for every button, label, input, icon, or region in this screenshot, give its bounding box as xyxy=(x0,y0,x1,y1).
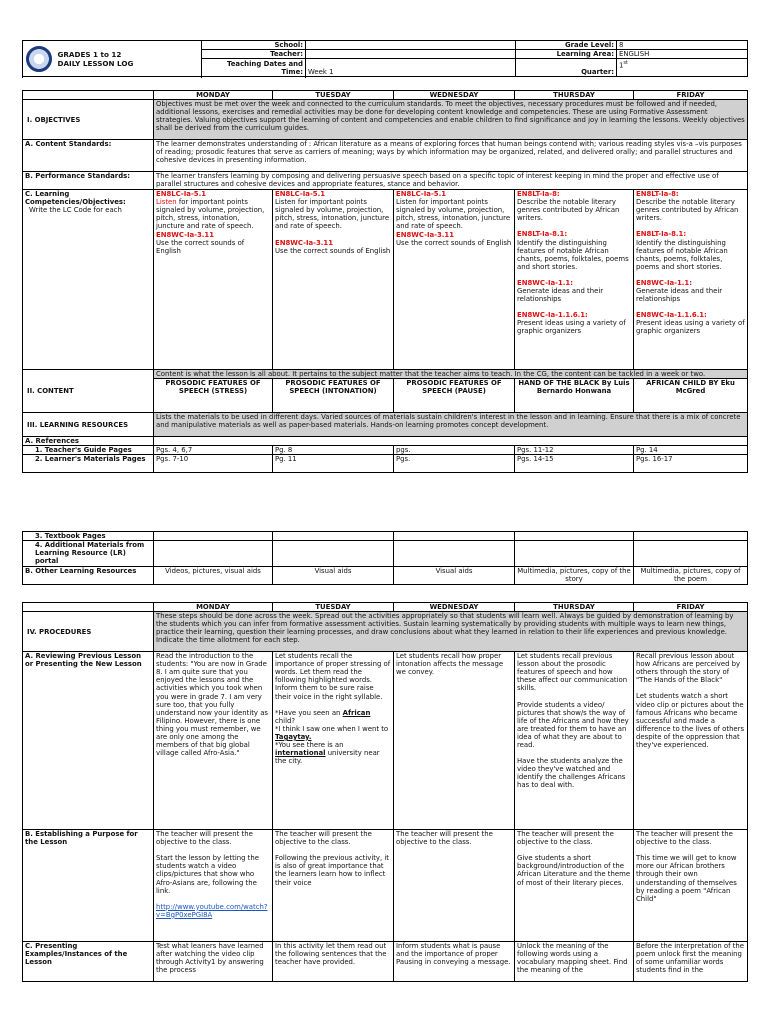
lm-label: 2. Learner's Materials Pages xyxy=(23,455,154,473)
other-tuesday: Visual aids xyxy=(273,567,394,585)
tue-s1-end: child? xyxy=(275,716,296,725)
objectives-desc: Objectives must be met over the week and connected to the curriculum standards. To meet the objectives, necessary procedures must be followed and if needed, additional lessons, exercises and remedial activities may be done for developing content knowledge and competencies. These are using Formative Assessment strategies. Valuing objectives support the learning of content and competencies and enable children to find significance and joy in learning the lessons. Weekly objectives shall be derived from the curriculum guides. xyxy=(154,100,748,140)
thu-code1: EN8LT-Ia-8: xyxy=(517,190,560,199)
objectives-label: I. OBJECTIVES xyxy=(23,100,154,140)
additional-row xyxy=(23,541,748,567)
additional-tuesday xyxy=(273,541,394,567)
competencies-sublabel: Write the LC Code for each xyxy=(29,206,122,215)
day-tuesday: TUESDAY xyxy=(273,91,394,100)
tg-label: 1. Teacher's Guide Pages xyxy=(23,446,154,455)
purpose-thursday xyxy=(515,830,634,942)
competencies-tuesday xyxy=(273,190,394,370)
competencies-label: C. Learning Competencies/Objectives: xyxy=(25,190,126,207)
tue-s3-end: university near the city. xyxy=(275,749,380,766)
mon-text1-listen: Listen xyxy=(156,198,177,207)
quarter-suffix: st xyxy=(623,60,628,67)
thu-review-2: Provide students a video/ pictures that show/s the way of life of the Africans and how they are treated for them to have an idea of what they are about to read. xyxy=(517,700,629,750)
proc-day-friday: FRIDAY xyxy=(634,603,748,612)
presenting-row xyxy=(23,942,748,982)
content-desc: Content is what the lesson is all about. It pertains to the subject matter that the teacher aims to teach. In the CG, the content can be tackled in a week or two. xyxy=(154,370,748,379)
content-friday: AFRICAN CHILD BY Eku McGred xyxy=(634,379,748,413)
mon-purpose-1: The teacher will present the objective to the class. xyxy=(156,830,253,847)
presenting-label: C. Presenting Examples/Instances of the Lesson xyxy=(23,942,154,982)
fri-code2: EN8LT-Ia-8.1: xyxy=(636,230,687,239)
mon-code1: EN8LC-Ia-5.1 xyxy=(156,190,207,199)
textbook-wednesday xyxy=(394,532,515,541)
tue-purpose-2: Following the previous activity, it is also of great importance that the learners learn how to inflect their voice xyxy=(275,854,390,887)
fri-purpose-1: The teacher will present the objective to the class. xyxy=(636,830,733,847)
competencies-row xyxy=(23,190,748,370)
other-wednesday: Visual aids xyxy=(394,567,515,585)
references-blank xyxy=(154,437,748,446)
wed-text2: Use the correct sounds of English xyxy=(396,238,512,247)
other-friday: Multimedia, pictures, copy of the poem xyxy=(634,567,748,585)
thu-text1: Describe the notable literary genres contributed by African writers. xyxy=(517,198,620,223)
textbook-thursday xyxy=(515,532,634,541)
content-standards-label: A. Content Standards: xyxy=(23,140,154,172)
lm-thursday: Pgs. 14-15 xyxy=(515,455,634,473)
competencies-label-cell xyxy=(23,190,154,370)
mon-purpose-2: Start the lesson by letting the students watch a video clips/pictures that show who Afro-Asians are, following the link. xyxy=(156,854,259,895)
teacher-value xyxy=(306,50,516,59)
references-label: A. References xyxy=(23,437,154,446)
competencies-thursday xyxy=(515,190,634,370)
thu-review-1: Let students recall previous lesson about the prosodic features of speech and how these affect our communication skills. xyxy=(517,652,628,693)
additional-monday xyxy=(154,541,273,567)
proc-blank-header-cell xyxy=(23,603,154,612)
performance-standards-row xyxy=(23,172,748,190)
lm-row xyxy=(23,455,748,473)
purpose-label: B. Establishing a Purpose for the Lesson xyxy=(23,830,154,942)
thu-code4: EN8WC-Ia-1.1.6.1: xyxy=(517,311,588,320)
title-line1: GRADES 1 to 12 xyxy=(57,49,122,59)
content-wednesday: PROSODIC FEATURES OF SPEECH (PAUSE) xyxy=(394,379,515,413)
lesson-table-top xyxy=(22,90,747,473)
textbook-tuesday xyxy=(273,532,394,541)
lm-tuesday: Pg. 11 xyxy=(273,455,394,473)
additional-wednesday xyxy=(394,541,515,567)
procedures-label: IV. PROCEDURES xyxy=(23,612,154,652)
quarter-label: Quarter: xyxy=(516,59,617,77)
reviewing-wednesday: Let students recall how proper intonation affects the message we convey. xyxy=(394,652,515,830)
proc-day-wednesday: WEDNESDAY xyxy=(394,603,515,612)
tue-s1-word: African xyxy=(342,708,371,717)
quarter-value xyxy=(617,59,748,77)
textbook-label: 3. Textbook Pages xyxy=(23,532,154,541)
dates-value: Week 1 xyxy=(306,59,516,77)
grade-value: 8 xyxy=(617,41,748,50)
tg-wednesday: pgs. xyxy=(394,446,515,455)
thu-review-3: Have the students analyze the video they've watched and identify the challenges Africans has to deal with. xyxy=(517,757,626,790)
days-header-row xyxy=(23,91,748,100)
purpose-friday xyxy=(634,830,748,942)
procedures-desc: These steps should be done across the week. Spread out the activities appropriately so that students will learn well. Always be guided by demonstration of learning by the students which you can infer from formative assessment activities. Sustain learning systematically by providing students with multiple ways to learn new things, practice their learning, question their learning processes, and draw conclusions about what they learned in relation to their life experiences and previous knowledge. Indicate the time allotment for each step. xyxy=(154,612,748,652)
performance-standards-text: The learner transfers learning by composing and delivering persuasive speech based on a specific topic of interest keeping in mind the proper and effective use of parallel structures and cohesive devices and appropriate features, stance and behavior. xyxy=(154,172,748,190)
references-row xyxy=(23,437,748,446)
mon-text2: Use the correct sounds of English xyxy=(156,238,245,255)
content-label: II. CONTENT xyxy=(23,370,154,413)
title-cell xyxy=(56,41,202,77)
mon-text1-rest: for important points signaled by volume, projection, pitch, stress, intonation, juncture and rate of speech. xyxy=(156,198,265,231)
wed-code2: EN8WC-Ia-3.11 xyxy=(396,230,455,239)
fri-purpose-2: This time we will get to know more our African brothers through their own understanding of themselves by reading a poem "African Child" xyxy=(636,854,737,903)
blank-header-cell xyxy=(23,91,154,100)
additional-label: 4. Additional Materials from Learning Resource (LR) portal xyxy=(23,541,154,567)
tg-row xyxy=(23,446,748,455)
school-value xyxy=(306,41,516,50)
tue-s3-word: international xyxy=(275,749,326,758)
other-thursday: Multimedia, pictures, copy of the story xyxy=(515,567,634,585)
objectives-table xyxy=(22,90,748,473)
tue-review-intro: Let students recall the importance of proper stressing of words. Let them read the following highlighted words. Inform them to be sure raise their voice in the right syllable. xyxy=(275,652,391,701)
lm-friday: Pgs. 16-17 xyxy=(634,455,748,473)
purpose-monday xyxy=(154,830,273,942)
dates-label: Teaching Dates and Time: xyxy=(202,59,306,77)
thu-text4: Present ideas using a variety of graphic organizers xyxy=(517,319,626,336)
tue-purpose-1: The teacher will present the objective to the class. xyxy=(275,830,372,847)
presenting-monday: Test what leaners have learned after watching the video clip through Activity1 by answering the process xyxy=(154,942,273,982)
content-standards-row xyxy=(23,140,748,172)
reviewing-tuesday xyxy=(273,652,394,830)
wed-code1: EN8LC-Ia-5.1 xyxy=(396,190,447,199)
title-line2: DAILY LESSON LOG xyxy=(57,58,134,68)
day-friday: FRIDAY xyxy=(634,91,748,100)
fri-code4: EN8WC-Ia-1.1.6.1: xyxy=(636,311,707,320)
purpose-row xyxy=(23,830,748,942)
tue-text2: Use the correct sounds of English xyxy=(275,246,391,255)
fri-review-2: Let students watch a short video clip or pictures about the famous Africans who became successful and made a difference to the lives of others despite of the oppression that they've experienced. xyxy=(636,692,745,750)
reviewing-row xyxy=(23,652,748,830)
mon-code2: EN8WC-Ia-3.11 xyxy=(156,230,215,239)
tg-tuesday: Pg. 8 xyxy=(273,446,394,455)
additional-friday xyxy=(634,541,748,567)
content-tuesday: PROSODIC FEATURES OF SPEECH (INTONATION) xyxy=(273,379,394,413)
objectives-row xyxy=(23,100,748,140)
tue-review-sentence2 xyxy=(275,725,391,741)
proc-day-monday: MONDAY xyxy=(154,603,273,612)
resources-label: III. LEARNING RESOURCES xyxy=(23,413,154,437)
presenting-friday: Before the interpretation of the poem unlock first the meaning of some unfamiliar words students find in the xyxy=(634,942,748,982)
reviewing-friday xyxy=(634,652,748,830)
purpose-wednesday: The teacher will present the objective to the class. xyxy=(394,830,515,942)
tue-code1: EN8LC-Ia-5.1 xyxy=(275,190,326,199)
tue-review-sentence1 xyxy=(275,709,391,725)
thu-text2: Identify the distinguishing features of notable African chants, poems, folktales, poems and short stories. xyxy=(517,238,629,271)
thu-code2: EN8LT-Ia-8.1: xyxy=(517,230,568,239)
fri-text1: Describe the notable literary genres contributed by African writers. xyxy=(636,198,739,223)
thu-code3: EN8WC-Ia-1.1: xyxy=(517,278,573,287)
tg-thursday: Pgs. 11-12 xyxy=(515,446,634,455)
reviewing-label: A. Reviewing Previous Lesson or Presenting the New Lesson xyxy=(23,652,154,830)
content-desc-row xyxy=(23,370,748,379)
tue-code2: EN8WC-Ia-3.11 xyxy=(275,238,334,247)
content-standards-text: The learner demonstrates understanding of : African literature as a means of exploring forces that human beings contend with; various reading styles vis-a –vis purposes of reading; prosodic features that serve as carriers of meaning; ways by which information may be organized, related, and delivered orally; and parallel structures and cohesive devices in presenting information. xyxy=(154,140,748,172)
tue-s3-start: *You see there is an xyxy=(275,741,344,750)
resources-row xyxy=(23,413,748,437)
mon-text1 xyxy=(156,198,270,230)
resources-table xyxy=(22,531,748,585)
proc-day-tuesday: TUESDAY xyxy=(273,603,394,612)
fri-review-1: Recall previous lesson about how Africans are perceived by others through the story of "The Hands of the Black" xyxy=(636,652,741,685)
lm-monday: Pgs. 7-10 xyxy=(154,455,273,473)
competencies-wednesday xyxy=(394,190,515,370)
proc-days-header-row xyxy=(23,603,748,612)
procedures-table xyxy=(22,602,748,982)
other-resources-row xyxy=(23,567,748,585)
day-thursday: THURSDAY xyxy=(515,91,634,100)
tue-review-sentence3 xyxy=(275,741,391,765)
content-thursday: HAND OF THE BLACK By Luis Bernardo Honwana xyxy=(515,379,634,413)
tue-s2-start: *I think I saw one when I went to xyxy=(275,724,389,733)
thu-purpose-2: Give students a short background/introduction of the African Literature and the theme of most of their literary pieces. xyxy=(517,854,631,887)
textbook-friday xyxy=(634,532,748,541)
lm-wednesday: Pgs. xyxy=(394,455,515,473)
day-wednesday: WEDNESDAY xyxy=(394,91,515,100)
thu-purpose-1: The teacher will present the objective to the class. xyxy=(517,830,614,847)
proc-day-thursday: THURSDAY xyxy=(515,603,634,612)
textbook-row xyxy=(23,532,748,541)
tg-monday: Pgs. 4, 6,7 xyxy=(154,446,273,455)
performance-standards-label: B. Performance Standards: xyxy=(23,172,154,190)
fri-code3: EN8WC-Ia-1.1: xyxy=(636,278,692,287)
youtube-link[interactable]: http://www.youtube.com/watch?v=BgP0xePGI8A xyxy=(156,902,268,919)
area-label: Learning Area: xyxy=(516,50,617,59)
resources-desc: Lists the materials to be used in different days. Varied sources of materials sustain children's interest in the lesson and in learning. Ensure that there is a mix of concrete and manipulative materials as well as paper-based materials. Hands-on learning promotes concept development. xyxy=(154,413,748,437)
thu-text3: Generate ideas and their relationships xyxy=(517,287,604,304)
grade-label: Grade Level: xyxy=(516,41,617,50)
other-monday: Videos, pictures, visual aids xyxy=(154,567,273,585)
fri-code1: EN8LT-Ia-8: xyxy=(636,190,679,199)
fri-text4: Present ideas using a variety of graphic organizers xyxy=(636,319,745,336)
header-table xyxy=(22,40,748,77)
tue-s2-word: Tagaytay. xyxy=(275,732,312,741)
additional-thursday xyxy=(515,541,634,567)
fri-text3: Generate ideas and their relationships xyxy=(636,287,723,304)
presenting-tuesday: In this activity let them read out the following sentences that the teacher have provided. xyxy=(273,942,394,982)
deped-seal-icon xyxy=(26,46,52,72)
purpose-tuesday xyxy=(273,830,394,942)
presenting-wednesday: Inform students what is pause and the importance of proper Pausing in conveying a message. xyxy=(394,942,515,982)
competencies-monday xyxy=(154,190,273,370)
fri-text2: Identify the distinguishing features of notable African chants, poems, folktales, poems and short stories. xyxy=(636,238,728,271)
procedures-row xyxy=(23,612,748,652)
header-block xyxy=(22,40,747,77)
day-monday: MONDAY xyxy=(154,91,273,100)
other-resources-label: B. Other Learning Resources xyxy=(23,567,154,585)
wed-text1: Listen for important points signaled by volume, projection, pitch, stress, intonation, juncture and rate of speech. xyxy=(396,198,511,231)
tue-text1: Listen for important points signaled by volume, projection, pitch, stress, intonation, juncture and rate of speech. xyxy=(275,198,390,231)
school-label: School: xyxy=(202,41,306,50)
tg-friday: Pg. 14 xyxy=(634,446,748,455)
quarter-number: 1 xyxy=(619,61,624,70)
competencies-friday xyxy=(634,190,748,370)
teacher-label: Teacher: xyxy=(202,50,306,59)
resources-continued xyxy=(22,531,747,585)
reviewing-thursday xyxy=(515,652,634,830)
presenting-thursday: Unlock the meaning of the following words using a vocabulary mapping sheet. Find the meaning of the xyxy=(515,942,634,982)
reviewing-monday: Read the introduction to the students: "You are now in Grade 8. I am quite sure that you enjoyed the lessons and the activities which you took when you were in grade 7. I am very sure too, that you fully understand now your identity as Filipino. However, there is one thing you must remember, we are only one among the members of that big global village called Afro-Asia." xyxy=(154,652,273,830)
tue-s1-start: *Have you seen an xyxy=(275,708,343,717)
textbook-monday xyxy=(154,532,273,541)
area-value: ENGLISH xyxy=(617,50,748,59)
procedures-block xyxy=(22,602,747,982)
content-monday: PROSODIC FEATURES OF SPEECH (STRESS) xyxy=(154,379,273,413)
deped-seal-cell xyxy=(23,41,56,77)
